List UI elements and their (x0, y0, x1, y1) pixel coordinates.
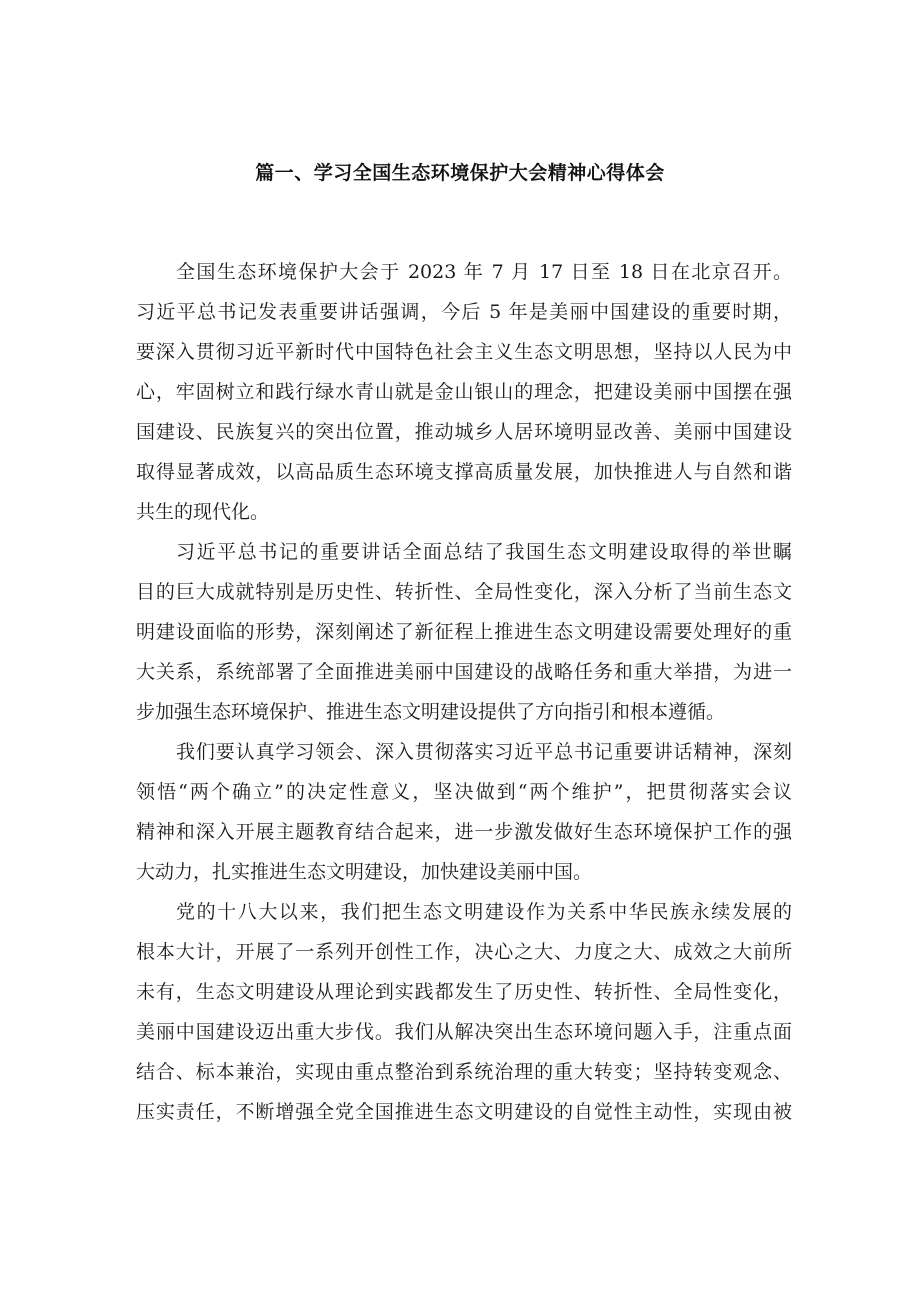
paragraph-line: 未有，生态文明建设从理论到实践都发生了历史性、转折性、全局性变化， (136, 981, 792, 1003)
paragraph-line: 步加强生态环境保护、推进生态文明建设提供了方向指引和根本遵循。 (136, 701, 726, 723)
paragraph-line: 心，牢固树立和践行绿水青山就是金山银山的理念，把建设美丽中国摆在强 (136, 381, 792, 403)
paragraph-line: 全国生态环境保护大会于 2023 年 7 月 17 日至 18 日在北京召开。 (176, 261, 792, 283)
paragraph-line: 国建设、民族复兴的突出位置，推动城乡人居环境明显改善、美丽中国建设 (136, 421, 792, 443)
paragraph-1 (136, 252, 792, 532)
paragraph-line: 我们要认真学习领会、深入贯彻落实习近平总书记重要讲话精神，深刻 (176, 741, 792, 763)
paragraph-line: 美丽中国建设迈出重大步伐。我们从解决突出生态环境问题入手，注重点面 (136, 1021, 792, 1043)
paragraph-line: 领悟“两个确立”的决定性意义，坚决做到“两个维护”，把贯彻落实会议 (136, 781, 792, 803)
paragraph-3 (136, 732, 792, 892)
paragraph-line: 根本大计，开展了一系列开创性工作，决心之大、力度之大、成效之大前所 (136, 941, 792, 963)
paragraph-line: 目的巨大成就特别是历史性、转折性、全局性变化，深入分析了当前生态文 (136, 581, 792, 603)
paragraph-line: 大动力，扎实推进生态文明建设，加快建设美丽中国。 (136, 861, 593, 883)
paragraph-line: 要深入贯彻习近平新时代中国特色社会主义生态文明思想，坚持以人民为中 (136, 341, 792, 363)
paragraph-line: 习近平总书记发表重要讲话强调，今后 5 年是美丽中国建设的重要时期， (136, 301, 792, 323)
paragraph-2 (136, 532, 792, 732)
paragraph-line: 共生的现代化。 (136, 501, 270, 523)
paragraph-line: 压实责任，不断增强全党全国推进生态文明建设的自觉性主动性，实现由被 (136, 1101, 792, 1123)
paragraph-line: 大关系，系统部署了全面推进美丽中国建设的战略任务和重大举措，为进一 (136, 661, 792, 683)
paragraph-line: 精神和深入开展主题教育结合起来，进一步激发做好生态环境保护工作的强 (136, 821, 792, 843)
paragraph-line: 习近平总书记的重要讲话全面总结了我国生态文明建设取得的举世瞩 (176, 541, 792, 563)
paragraph-line: 取得显著成效，以高品质生态环境支撑高质量发展，加快推进人与自然和谐 (136, 461, 792, 483)
paragraph-line: 结合、标本兼治，实现由重点整治到系统治理的重大转变；坚持转变观念、 (136, 1061, 792, 1083)
paragraph-line: 明建设面临的形势，深刻阐述了新征程上推进生态文明建设需要处理好的重 (136, 621, 792, 643)
document-body (136, 252, 792, 1132)
document-title: 篇一、学习全国生态环境保护大会精神心得体会 (255, 162, 665, 184)
paragraph-line: 党的十八大以来，我们把生态文明建设作为关系中华民族永续发展的 (176, 901, 792, 923)
paragraph-4 (136, 892, 792, 1132)
